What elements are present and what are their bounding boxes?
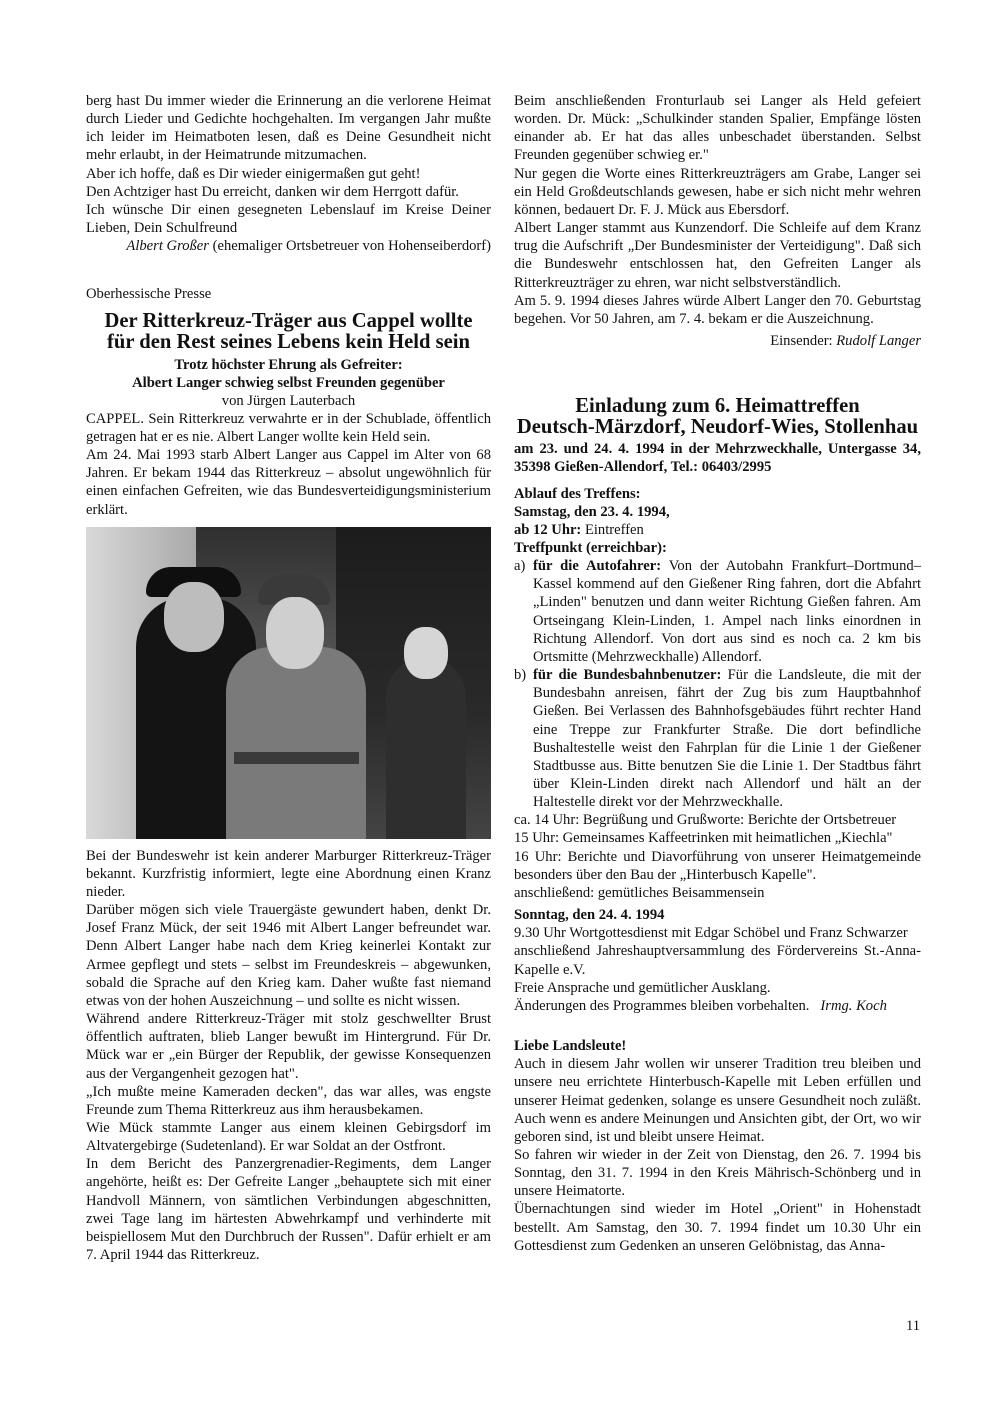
program-item: anschließend Jahreshauptversammlung des Fördervereins St.-Anna-Kapelle e.V.: [514, 943, 921, 978]
right-column: [514, 92, 921, 1255]
intro-paragraph: berg hast Du immer wieder die Erinnerung an die verlorene Heimat durch Lieder und Gedichte hochgehalten. Im vergangen Jahr mußte ich leider im Heimatboten lesen, daß es Deine Gesundheit nicht mehr erlaubt, in der Heimatrunde mitzumachen.: [86, 93, 491, 164]
article-paragraph: Darüber mögen sich viele Trauergäste gewundert haben, denkt Dr. Josef Franz Mück, der seit 1946 mit Albert Langer befreundet war. Denn Albert Langer habe nach dem Krieg keinerlei Kontakt zur Armee gepflegt und stets – selbst im Freundeskreis – abgewunken, sobald die Sprache auf den Krieg kam. Daher wußte fast niemand etwas von der hohen Auszeichnung – und sollte es nicht wissen.: [86, 902, 491, 1009]
invitation-title-line-1: Einladung zum 6. Heimattreffen: [575, 395, 860, 418]
article-paragraph: Nur gegen die Worte eines Ritterkreuzträgers am Grabe, Langer sei ein Held Großdeutschlands gewesen, habe er sich nicht mehr wehren können, bedauert Dr. F. J. Mück aus Ebersdorf.: [514, 165, 921, 218]
greeting-heading: Liebe Landsleute!: [514, 1038, 627, 1055]
changes-note: [514, 997, 921, 1015]
program-item: ca. 14 Uhr: Begrüßung und Grußworte: Berichte der Ortsbetreuer: [514, 812, 897, 829]
sender-line: [514, 332, 921, 350]
article-paragraph: Bei der Bundeswehr ist kein anderer Marburger Ritterkreuz-Träger bekannt. Kurzfristig informiert, legte eine Abordnung einen Kranz nieder.: [86, 847, 491, 900]
program-item: 15 Uhr: Gemeinsames Kaffeetrinken mit heimatlichen „Kiechla": [514, 830, 893, 847]
invitation-title: [514, 396, 921, 438]
arrival-text: Eintreffen: [581, 521, 644, 538]
article-paragraph: Wie Mück stammte Langer aus einem kleinen Gebirgsdorf im Altvatergebirge (Sudetenland). Er war Soldat an der Ostfront.: [86, 1120, 491, 1155]
program-item: 16 Uhr: Berichte und Diavorführung von unserer Heimatgemeinde besonders über den Bau der „Hinterbusch Kapelle".: [514, 848, 921, 883]
article-paragraph: CAPPEL. Sein Ritterkreuz verwahrte er in der Schublade, öffentlich getragen hat er es nie. Albert Langer wollte kein Held sein.: [86, 410, 491, 445]
car-label: für die Autofahrer:: [533, 558, 662, 575]
list-marker: b): [514, 667, 527, 684]
article-subhead: [86, 356, 491, 392]
left-column: [86, 92, 491, 1264]
headline-line-2: für den Rest seines Lebens kein Held sein: [107, 330, 470, 353]
closing-paragraph: So fahren wir wieder in der Zeit von Dienstag, den 26. 7. 1994 bis Sonntag, den 31. 7. 1994 in den Kreis Mährisch-Schönberg und in unsere Heimatorte.: [514, 1146, 921, 1200]
directions-car: [514, 557, 921, 666]
signature-role: (ehemaliger Ortsbetreuer von Hohenseiberdorf): [208, 238, 491, 255]
invitation-title-line-2: Deutsch-Märzdorf, Neudorf-Wies, Stollenhau: [516, 416, 919, 439]
arrival-time: ab 12 Uhr:: [514, 521, 582, 538]
program-item: 9.30 Uhr Wortgottesdienst mit Edgar Schöbel und Franz Schwarzer: [514, 925, 908, 942]
article-paragraph: Beim anschließenden Fronturlaub sei Langer als Held gefeiert worden. Dr. Mück: „Schulkinder standen Spalier, Empfänge lösten einander ab. Er hat das alles unbeschadet überstanden. Selbst Freunden gegenüber schwieg er.": [514, 93, 921, 164]
saturday-date: Samstag, den 23. 4. 1994,: [514, 503, 670, 520]
article-headline: [86, 311, 491, 353]
changes-text: Änderungen des Programmes bleiben vorbehalten.: [514, 997, 810, 1014]
intro-paragraph: Aber ich hoffe, daß es Dir wieder einigermaßen gut geht!: [86, 165, 421, 182]
article-paragraph: Albert Langer stammt aus Kunzendorf. Die Schleife auf dem Kranz trug die Aufschrift „Der Bundesminister der Verteidigung". Daß sich die Bundeswehr entschlossen hat, den Gefreiten Langer als Ritterkreuzträger zu ehren, war nicht selbstverständlich.: [514, 220, 921, 291]
article-paragraph: In dem Bericht des Panzergrenadier-Regiments, dem Langer angehörte, heißt es: Der Gefreite Langer „behauptete sich mit einer Handvoll Männern, von sämtlichen Verbindungen abgeschnitten, zwei Tage lang im härtesten Abwehrkampf und verhinderte mit beispiellosem Mut den Durchbruch der Russen". Dafür erhielt er am 7. April 1944 das Ritterkreuz.: [86, 1156, 491, 1264]
article-photo: [86, 527, 491, 839]
article-paragraph: Am 24. Mai 1993 starb Albert Langer aus Cappel im Alter von 68 Jahren. Er bekam 1944 das Ritterkreuz – absolut ungewöhnlich für einen einfachen Gefreiten, wie das Bundesverteidigungsministerium erklärt.: [86, 447, 491, 518]
closing-paragraph: Auch in diesem Jahr wollen wir unserer Tradition treu bleiben und unsere neu errichtete Hinterbusch-Kapelle mit Leben erfüllen und unserer Heimat gedenken, solange es unsere Gesundheit noch zuläßt. Auch wenn es andere Meinungen und Ansichten gibt, der Ort, wo wir geboren sind, ist und bleibt unsere Heimat.: [514, 1056, 921, 1145]
car-text: Von der Autobahn Frankfurt–Dortmund–Kassel kommend auf den Gießener Ring fahren, dort die Abfahrt „Linden" benutzen und dann weiter Richtung Gießen fahren. Am Ortseingang Klein-Linden, 1. Ampel nach links einordnen in Richtung Allendorf. Von dort aus sind es noch ca. 2 km bis Ortsmitte (Mehrzweckhalle) Allendorf.: [533, 558, 921, 665]
program-item: Freie Ansprache und gemütlicher Ausklang.: [514, 979, 771, 996]
article-paragraph: Am 5. 9. 1994 dieses Jahres würde Albert Langer den 70. Geburtstag begehen. Vor 50 Jahren, am 7. 4. bekam er die Auszeichnung.: [514, 292, 921, 327]
invitation-location: am 23. und 24. 4. 1994 in der Mehrzweckhalle, Untergasse 34, 35398 Gießen-Allendorf, Tel.: 06403/2995: [514, 441, 921, 476]
subhead-line-2: Albert Langer schwieg selbst Freunden gegenüber: [132, 374, 445, 391]
subhead-line-1: Trotz höchster Ehrung als Gefreiter:: [174, 356, 403, 373]
signature-name: Albert Großer: [126, 238, 209, 255]
sender-name: Rudolf Langer: [836, 333, 921, 350]
treffpunkt-heading: Treffpunkt (erreichbar):: [514, 539, 667, 556]
article-paragraph: Während andere Ritterkreuz-Träger mit stolz geschwellter Brust öffentlich auftraten, blieb Langer bewußt im Hintergrund. Für Dr. Mück war er „ein Bürger der Republik, der gewisse Konsequenzen aus der Vergangenheit gezogen hat".: [86, 1011, 491, 1082]
intro-paragraph: Ich wünsche Dir einen gesegneten Lebenslauf im Kreise Deiner Lieben, Dein Schulfreund: [86, 201, 491, 237]
train-label: für die Bundesbahnbenutzer:: [533, 667, 722, 684]
intro-paragraph: Den Achtziger hast Du erreicht, danken wir dem Herrgott dafür.: [86, 183, 459, 200]
signature: [86, 237, 491, 255]
directions-train: [514, 666, 921, 811]
sender-label: Einsender:: [770, 333, 837, 350]
headline-line-1: Der Ritterkreuz-Träger aus Cappel wollte: [104, 309, 473, 332]
program-item: anschließend: gemütliches Beisammensein: [514, 884, 765, 901]
saturday-arrival: [514, 521, 921, 539]
byline: von Jürgen Lauterbach: [221, 392, 356, 409]
newspaper-source: Oberhessische Presse: [86, 286, 212, 303]
closing-paragraph: Übernachtungen sind wieder im Hotel „Orient" in Hohenstadt bestellt. Am Samstag, den 30. 7. 1994 findet um 10.30 Uhr ein Gottesdienst zum Gedenken an unseren Gelöbnistag, das Anna-: [514, 1201, 921, 1254]
ablauf-heading: Ablauf des Treffens:: [514, 485, 641, 502]
page-number: 11: [905, 1318, 920, 1334]
train-text: Für die Landsleute, die mit der Bundesbahn anreisen, fährt der Zug bis zum Hauptbahnhof Gießen. Bei Verlassen des Bahnhofsgebäudes führt rechter Hand eine Treppe zur Frankfurter Straße. Die dort befindliche Bushaltestelle weist den Fahrplan für die Linie 1 der Gießener Stadtbusse aus. Bitte benutzen Sie die Linie 1. Der Stadtbus fährt über Klein-Linden direkt nach Allendorf und hält an der Haltestelle direkt vor der Mehrzweckhalle.: [533, 667, 922, 811]
list-marker: a): [514, 558, 526, 575]
article-paragraph: „Ich mußte meine Kameraden decken", das war alles, was engste Freunde zum Thema Ritterkreuz aus ihm herausbekamen.: [86, 1083, 491, 1118]
sunday-date: Sonntag, den 24. 4. 1994: [514, 907, 665, 924]
changes-author: Irmg. Koch: [820, 997, 887, 1014]
